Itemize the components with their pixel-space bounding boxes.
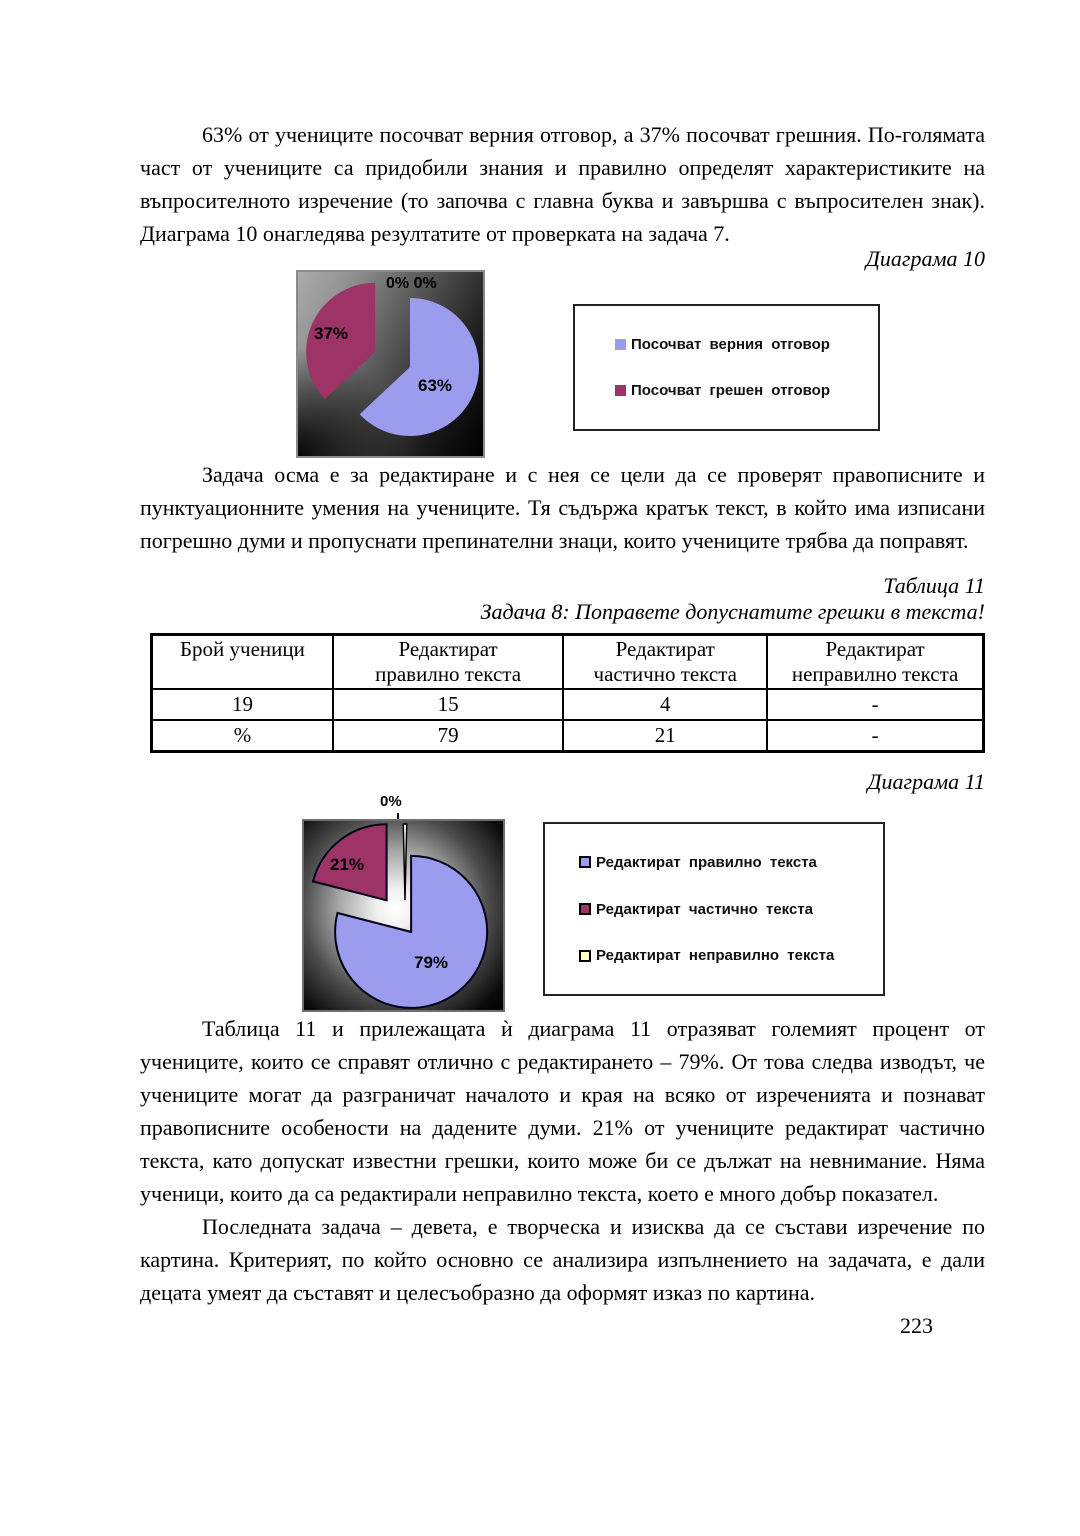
table-11 [150, 633, 985, 753]
pie-slice-zero [403, 824, 406, 900]
legend-item [579, 854, 883, 871]
header-line: правилно текста [375, 662, 522, 686]
diagram-10 [140, 270, 985, 458]
diagram-11 [140, 789, 985, 1012]
page-content [140, 118, 985, 1339]
table-cell: - [767, 720, 983, 752]
header-cell [563, 635, 767, 690]
header-line: неправилно текста [791, 662, 959, 686]
page-number: 223 [900, 1313, 933, 1338]
pie-data-label: 0% [386, 275, 410, 292]
legend-marker-icon [579, 856, 591, 868]
table-cell: 21 [563, 720, 767, 752]
legend-item [615, 336, 878, 353]
caption-diagram-10: Диаграма 10 [865, 246, 985, 271]
table-row [152, 720, 984, 752]
table-cell: 19 [152, 689, 333, 720]
paragraph-task9-intro: Последната задача – девета, е творческа и изисква да се състави изречение по картина. Критерият, по който основно се анализира изпълнението на задачата, е дали децата умеят да съставят и целесъобразно да оформят изказ по картина. [140, 1214, 985, 1305]
header-cell [152, 635, 333, 690]
header-line: Редактират [398, 637, 498, 661]
diagram-10-plot-area [296, 270, 485, 458]
legend-label: Посочват грешен отговор [631, 382, 830, 400]
header-line: Редактират [825, 637, 925, 661]
legend-label: Редактират неправилно текста [596, 947, 835, 965]
table-cell: % [152, 720, 333, 752]
legend-marker-icon [615, 385, 626, 396]
legend-marker-icon [615, 339, 626, 350]
table-cell: 15 [333, 689, 563, 720]
legend-marker-icon [579, 903, 591, 915]
diagram-10-label-37: 37% [314, 324, 349, 343]
table-cell: 4 [563, 689, 767, 720]
table-header-row [152, 635, 984, 690]
legend-label: Редактират частично текста [596, 900, 814, 918]
diagram-11-label-0: 0% [380, 793, 402, 810]
paragraph-task8-intro: Задача осма е за редактиране и с нея се цели да се проверят правописните и пунктуационните умения на учениците. Тя съдържа кратък текст, в който има изписани погрешно думи и пропуснати препинателни знаци, които учениците трябва да поправят. [140, 462, 985, 553]
header-line: частично текста [593, 662, 737, 686]
diagram-11-label-79: 79% [414, 953, 449, 972]
header-line: Редактират [615, 637, 715, 661]
header-cell [767, 635, 983, 690]
legend-item [579, 901, 883, 918]
caption-task-8: Задача 8: Поправете допуснатите грешки в текста! [480, 599, 985, 624]
diagram-11-chart [302, 789, 505, 1012]
header-cell [333, 635, 563, 690]
legend-label: Посочват верния отговор [631, 335, 830, 353]
diagram-11-pie-svg [304, 821, 503, 1010]
pie-slice [360, 298, 479, 436]
paragraph-task7-results: 63% от учениците посочват верния отговор, а 37% посочват грешния. По-голямата част от учениците са придобили знания и правилно определят характеристиките на въпросителното изречение (то започва с главна буква и завършва с въпросителен знак). Диаграма 10 онагледява резултатите от проверката на задача 7. [140, 122, 985, 246]
paragraph-table11-analysis: Таблица 11 и прилежащата ѝ диаграма 11 отразяват големият процент от учениците, които се справят отлично с редактирането – 79%. От това следва изводът, че учениците могат да разграничат началото и края на всяко от изреченията и познават правописните особености на дадените думи. 21% от учениците редактират частично текста, като допускат известни грешки, които може би се дължат на невнимание. Няма ученици, които да са редактирали неправилно текста, което е много добър показател. [140, 1016, 985, 1206]
legend-item [615, 382, 878, 399]
legend-item [579, 947, 883, 964]
legend-label: Редактират правилно текста [596, 853, 817, 871]
table-cell: - [767, 689, 983, 720]
diagram-10-zero-labels [386, 275, 437, 293]
caption-diagram-11: Диаграма 11 [867, 769, 985, 794]
table-row [152, 689, 984, 720]
legend-marker-icon [579, 950, 591, 962]
diagram-11-label-21: 21% [330, 855, 365, 874]
pie-data-label: 0% [413, 275, 437, 292]
table-cell: 79 [333, 720, 563, 752]
diagram-11-plot-area [302, 819, 505, 1012]
diagram-10-pie-svg [298, 272, 483, 456]
diagram-10-legend [573, 304, 880, 431]
caption-table-11: Таблица 11 [883, 573, 985, 598]
diagram-11-legend [543, 822, 885, 996]
header-line: Брой ученици [179, 637, 305, 661]
diagram-10-label-63: 63% [418, 376, 453, 395]
